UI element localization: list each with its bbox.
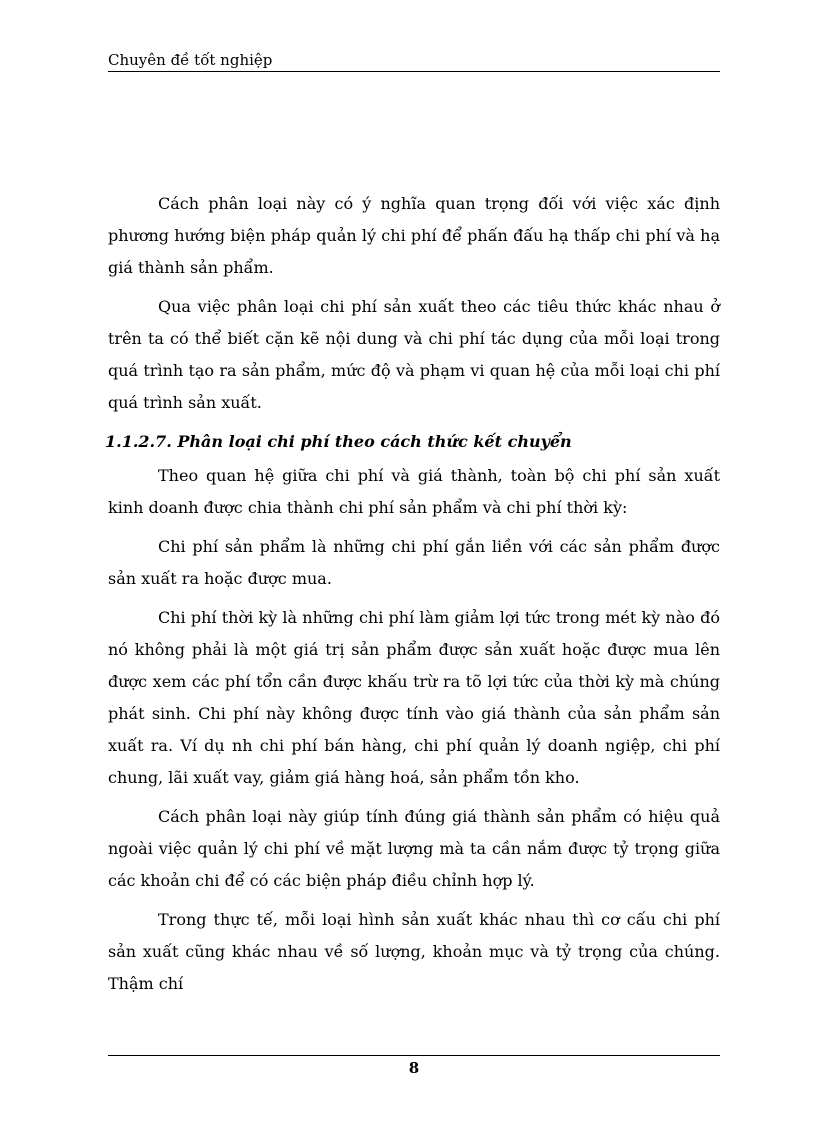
page-header xyxy=(108,50,720,72)
paragraph-3: Theo quan hệ giữa chi phí và giá thành, toàn bộ chi phí sản xuất kinh doanh được chia thành chi phí sản phẩm và chi phí thời kỳ: xyxy=(108,466,720,517)
section-heading: 1.1.2.7. Phân loại chi phí theo cách thức kết chuyển xyxy=(105,432,572,451)
paragraph-5: Chi phí thời kỳ là những chi phí làm giảm lợi tức trong mét kỳ nào đó nó không phải là một giá trị sản phẩm được sản xuất hoặc được mua lên được xem các phí tổn cần được khấu trừ ra tõ lợi tức của thời kỳ mà chúng phát sinh. Chi phí này không được tính vào giá thành của sản phẩm sản xuất ra. Ví dụ nh chi phí bán hàng, chi phí quản lý doanh ngiệp, chi phí chung, lãi xuất vay, giảm giá hàng hoá, sản phẩm tồn kho. xyxy=(108,608,720,787)
paragraph-1: Cách phân loại này có ý nghĩa quan trọng đối với việc xác định phương hướng biện pháp quản lý chi phí để phấn đấu hạ thấp chi phí và hạ giá thành sản phẩm. xyxy=(108,194,720,277)
page-number: 8 xyxy=(408,1059,420,1077)
page-footer xyxy=(108,1055,720,1077)
paragraph-4: Chi phí sản phẩm là những chi phí gắn liền với các sản phẩm được sản xuất ra hoặc được mua. xyxy=(108,537,720,588)
document-body xyxy=(105,188,720,1007)
header-title: Chuyên đề tốt nghiệp xyxy=(108,51,273,69)
paragraph-2: Qua việc phân loại chi phí sản xuất theo các tiêu thức khác nhau ở trên ta có thể biết cặn kẽ nội dung và chi phí tác dụng của mỗi loại trong quá trình tạo ra sản phẩm, mức độ và phạm vi quan hệ của mỗi loại chi phí quá trình sản xuất. xyxy=(108,297,720,412)
paragraph-6: Cách phân loại này giúp tính đúng giá thành sản phẩm có hiệu quả ngoài việc quản lý chi phí về mặt lượng mà ta cần nắm được tỷ trọng giữa các khoản chi để có các biện pháp điều chỉnh hợp lý. xyxy=(108,807,720,890)
paragraph-7: Trong thực tế, mỗi loại hình sản xuất khác nhau thì cơ cấu chi phí sản xuất cũng khác nhau về số lượng, khoản mục và tỷ trọng của chúng. Thậm chí xyxy=(108,910,720,993)
